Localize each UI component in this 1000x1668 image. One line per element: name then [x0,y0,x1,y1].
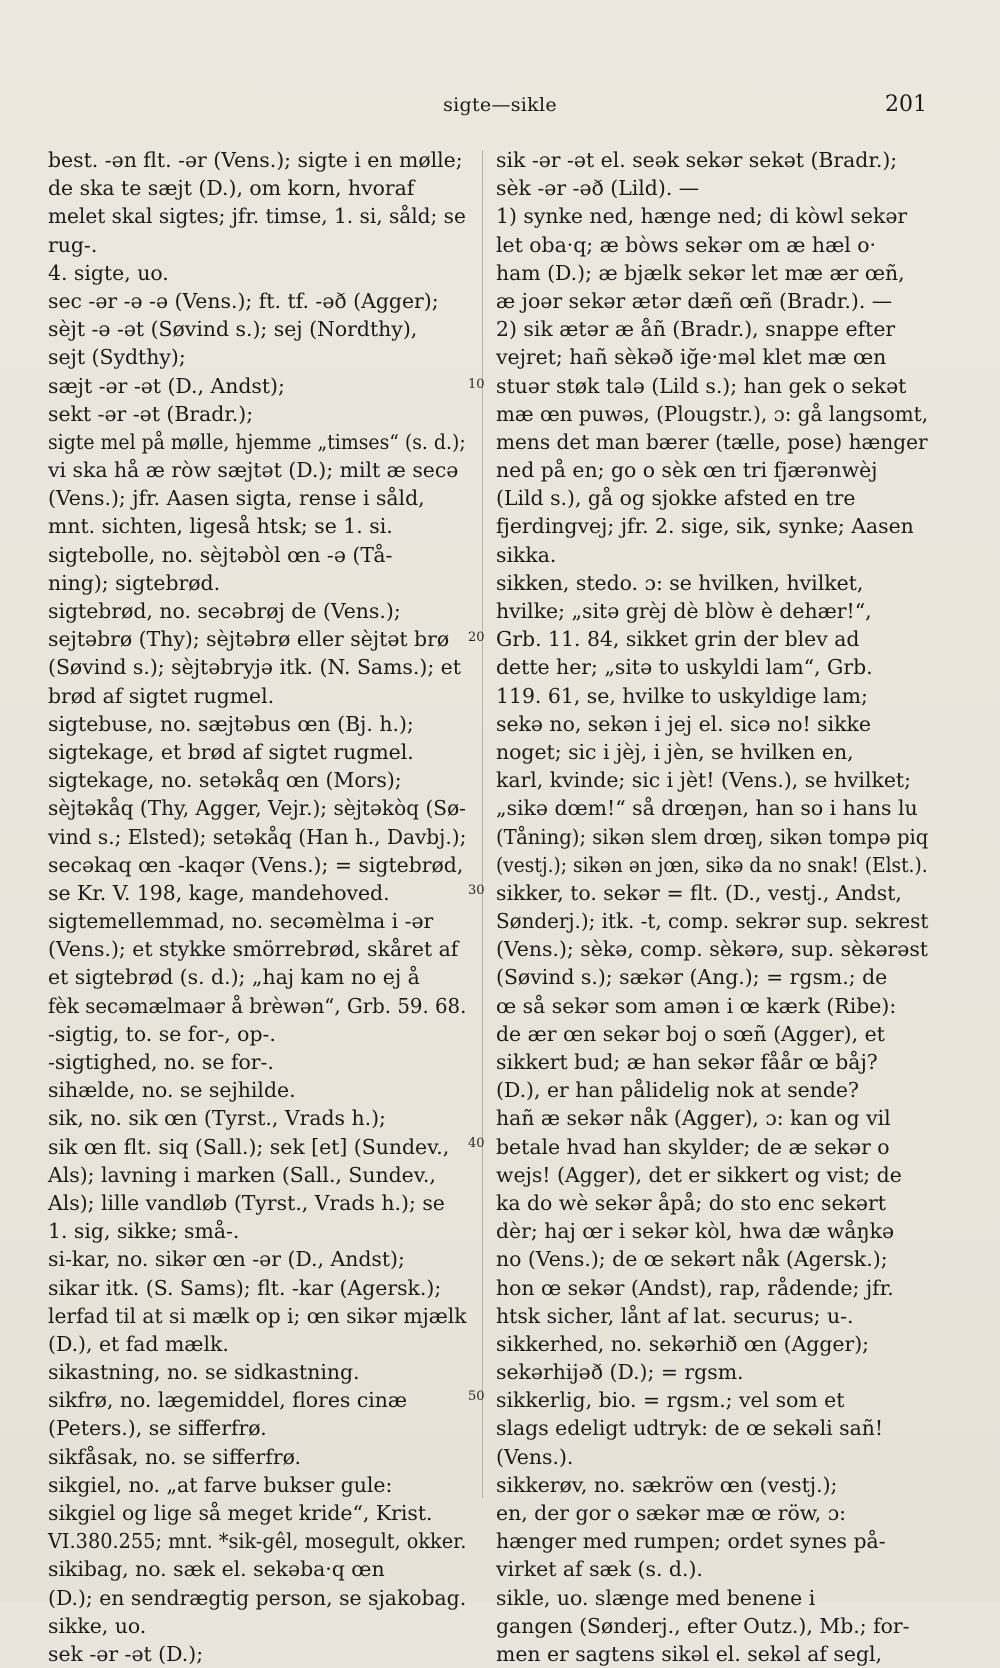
text-line: ham (D.); æ bjælk sekər let mæ ær œñ, [496,260,905,285]
text-line: hon œ sekər (Andst), rap, rådende; jfr. [496,1275,894,1300]
text-line: hvilke; „sitə grèj dè blòw è dehær!“, [496,599,872,623]
text-line: sigtekage, no. setəkåq œn (Mors); [48,768,402,793]
text-line: VI.380.255; mnt. *sik-gêl, mosegult, okker. [48,1529,467,1554]
right-column [496,146,928,1668]
text-line: œ så sekər som amən i œ kærk (Ribe): [496,993,897,1018]
running-head: sigte—sikle [443,94,557,116]
text-line: sikfrø, no. lægemiddel, flores cinæ [48,1388,408,1413]
text-line: sigtekage, et brød af sigtet rugmel. [48,739,414,764]
text-line: (D.); en sendrægtig person, se sjakobag. [48,1585,467,1610]
text-line: sigtemellemmad, no. secəmèlma i -ər [48,909,434,934]
text-line: (Vens.); sèkə, comp. sèkərə, sup. sèkərəst [496,937,928,962]
text-line: best. -ən flt. -ər (Vens.); sigte i en mølle; [48,148,463,172]
text-line: hañ æ sekər nåk (Agger), ɔ: kan og vil [496,1106,891,1131]
text-line: virket af sæk (s. d.). [496,1557,703,1582]
text-line: „sikə dœm!“ så drœŋən, han so i hans lu [496,796,918,821]
text-line: sekt -ər -ət (Bradr.); [48,401,254,426]
text-line: -sigtighed, no. se for-. [48,1050,274,1074]
text-line: -sigtig, to. se for-, op-. [48,1021,276,1046]
text-line: Sønderj.); itk. -t, comp. sekrər sup. sekrest [496,909,929,934]
text-line: (D.), et fad mælk. [48,1331,229,1356]
text-line: Als); lavning i marken (Sall., Sundev., [48,1162,436,1187]
text-line: 2) sik ætər æ åñ (Bradr.), snappe efter [496,317,896,342]
text-line: noget; sic i jèj, i jèn, se hvilken en, [496,739,854,764]
text-line: brød af sigtet rugmel. [48,683,275,708]
line-number-10: 10 [468,377,485,392]
text-line: (Søvind s.); sèjtəbryjə itk. (N. Sams.); et [48,655,461,680]
text-line: sikker, to. sekər = flt. (D., vestj., Andst, [496,880,902,905]
text-line: sikken, stedo. ɔ: se hvilken, hvilket, [496,570,864,595]
text-line: vind s.; Elsted); setəkåq (Han h., Davbj.); [48,824,467,849]
text-line: gangen (Sønderj., efter Outz.), Mb.; for- [496,1613,910,1638]
text-line: sikle, uo. slænge med benene i [496,1585,816,1610]
text-line: no (Vens.); de œ sekərt nåk (Agersk.); [496,1247,888,1272]
text-line: slags edeligt udtryk: de œ sekəli sañ! [496,1416,884,1441]
text-line: sèk -ər -əð (Lild). — [496,176,700,201]
text-line: sigtebrød, no. secəbrøj de (Vens.); [48,599,401,623]
text-line: 1. sig, sikke; små-. [48,1219,240,1244]
text-line: sihælde, no. se sejhilde. [48,1078,296,1103]
text-line: si-kar, no. sikər œn -ər (D., Andst); [48,1247,405,1272]
page-number: 201 [885,92,927,117]
line-number-40: 40 [468,1136,485,1151]
text-line: wejs! (Agger), det er sikkert og vist; de [496,1162,902,1187]
text-line: men er sagtens sikəl el. sekəl af segl, [496,1641,883,1666]
text-line: de ska te sæjt (D.), om korn, hvoraf [48,176,415,201]
text-line: sikkerlig, bio. = rgsm.; vel som et [496,1388,845,1413]
text-line: sèjt -ə -ət (Søvind s.); sej (Nordthy), [48,317,418,342]
text-line: (Peters.), se sifferfrø. [48,1416,267,1441]
text-line: sikkerhed, no. sekərhið œn (Agger); [496,1331,870,1356]
text-line: lerfad til at si mælk op i; œn sikər mjælk [48,1303,467,1328]
text-line: fèk secəmælmaər å brèwən“, Grb. 59. 68. [48,993,467,1018]
text-line: mens det man bærer (tælle, pose) hænger [496,429,928,454]
text-line: ka do wè sekər åpå; do sto enc sekərt [496,1190,886,1215]
text-line: vejret; hañ sèkəð iğe·məl klet mæ œn [496,345,887,370]
text-line: sæjt -ər -ət (D., Andst); [48,373,285,398]
text-line: sik -ər -ət el. seək sekər sekət (Bradr.); [496,148,898,172]
text-line: sikar itk. (S. Sams); flt. -kar (Agersk.); [48,1275,442,1300]
text-line: 4. sigte, uo. [48,260,169,285]
text-line: sikgiel og lige så meget kride“, Krist. [48,1501,433,1525]
text-line: (vestj.); sikən ən jœn, sikə da no snak! (Elst.). [496,852,928,877]
text-line: betale hvad han skylder; de æ sekər o [496,1134,890,1159]
page-header [0,88,1000,118]
text-line: sekərhijəð (D.); = rgsm. [496,1360,744,1385]
text-line: (Vens.); jfr. Aasen sigta, rense i såld, [48,486,425,511]
text-line: sikgiel, no. „at farve bukser gule: [48,1472,393,1497]
text-line: stuər støk talə (Lild s.); han gek o sekət [496,373,907,398]
text-line: sikastning, no. se sidkastning. [48,1360,360,1385]
column-divider [482,150,483,1498]
text-line: sigtebuse, no. sæjtəbus œn (Bj. h.); [48,711,414,736]
line-number-50: 50 [468,1389,485,1404]
text-line: dette her; „sitə to uskyldi lam“, Grb. [496,655,873,680]
text-line: karl, kvinde; sic i jèt! (Vens.), se hvilket; [496,768,911,793]
text-line: ning); sigtebrød. [48,570,221,595]
text-line: mnt. sichten, ligeså htsk; se 1. si. [48,514,393,539]
text-line: sejtəbrø (Thy); sèjtəbrø eller sèjtət brø [48,627,450,652]
text-line: sejt (Sydthy); [48,345,186,370]
text-line: ned på en; go o sèk œn tri fjærənwèj [496,458,878,483]
text-line: sekə no, sekən i jej el. sicə no! sikke [496,711,871,736]
text-line: sèjtəkåq (Thy, Agger, Vejr.); sèjtəkòq (Sø- [48,796,466,821]
text-line: (Vens.); et stykke smörrebrød, skåret af [48,937,459,962]
text-line: sikfåsak, no. se sifferfrø. [48,1444,301,1469]
text-line: melet skal sigtes; jfr. timse, 1. si, såld; se [48,204,466,229]
text-line: sikka. [496,542,557,567]
text-line: dèr; haj œr i sekər kòl, hwa dæ wåŋkə [496,1219,895,1244]
text-line: htsk sicher, lånt af lat. securus; u-. [496,1303,854,1328]
left-column [48,146,466,1668]
text-line: sikkerøv, no. sækröw œn (vestj.); [496,1472,838,1497]
text-line: sikke, uo. [48,1613,147,1638]
text-line: sec -ər -ə -ə (Vens.); ft. tf. -əð (Agger); [48,288,439,313]
text-line: mæ œn puwəs, (Plougstr.), ɔ: gå langsomt, [496,401,929,426]
text-line: 1) synke ned, hænge ned; di kòwl sekər [496,204,908,229]
text-line: Grb. 11. 84, sikket grin der blev ad [496,627,860,652]
text-line: secəkaq œn -kaqər (Vens.); = sigtebrød, [48,852,464,877]
text-line: let oba·q; æ bòws sekər om æ hæl o· [496,232,876,257]
text-line: rug-. [48,232,98,257]
text-line: (Søvind s.); sækər (Ang.); = rgsm.; de [496,965,888,990]
text-line: (D.), er han pålidelig nok at sende? [496,1078,859,1103]
text-line: Als); lille vandløb (Tyrst., Vrads h.); se [48,1190,445,1215]
line-number-30: 30 [468,883,485,898]
text-line: 119. 61, se, hvilke to uskyldige lam; [496,683,868,708]
text-line: æ joər sekər ætər dæñ œñ (Bradr.). — [496,288,893,313]
text-line: hænger med rumpen; ordet synes på- [496,1529,886,1554]
text-line: sek -ər -ət (D.); [48,1641,204,1666]
text-line: sigte mel på mølle, hjemme „timses“ (s. d.); [48,429,466,454]
text-line: de ær œn sekər boj o sœñ (Agger), et [496,1021,885,1046]
text-line: en, der gor o sækər mæ œ röw, ɔ: [496,1501,847,1525]
text-line: sikibag, no. sæk el. sekəba·q œn [48,1557,385,1582]
text-line: (Lild s.), gå og sjokke afsted en tre [496,486,856,511]
text-line: sik œn flt. siq (Sall.); sek [et] (Sundev., [48,1134,450,1159]
line-number-20: 20 [468,630,485,645]
text-line: se Kr. V. 198, kage, mandehoved. [48,880,390,905]
text-line: (Tåning); sikən slem drœŋ, sikən tompə piq [496,824,929,849]
text-line: (Vens.). [496,1444,574,1469]
text-line: fjerdingvej; jfr. 2. sige, sik, synke; Aasen [496,514,914,539]
text-line: vi ska hå æ ròw sæjtət (D.); milt æ secə [48,458,459,483]
text-line: sigtebolle, no. sèjtəbòl œn -ə (Tå- [48,542,393,567]
text-line: sik, no. sik œn (Tyrst., Vrads h.); [48,1106,386,1131]
text-line: et sigtebrød (s. d.); „haj kam no ej å [48,965,420,990]
text-line: sikkert bud; æ han sekər fåår œ båj? [496,1050,878,1074]
